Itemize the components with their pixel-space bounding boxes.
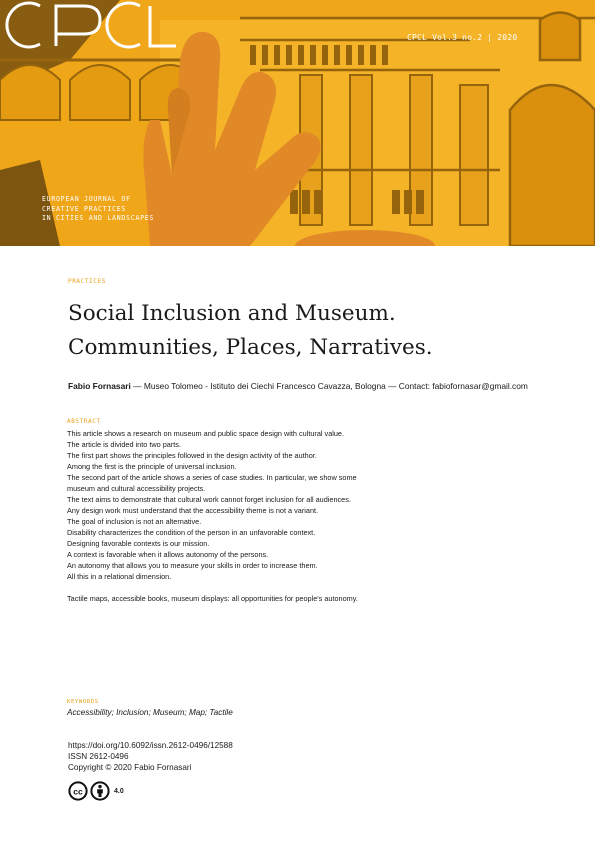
cc-icon	[68, 781, 88, 801]
title-line: Social Inclusion and Museum.	[68, 301, 396, 326]
paragraph-gap	[67, 582, 447, 593]
author-line	[68, 381, 528, 391]
journal-name	[42, 195, 154, 224]
title-line: Communities, Places, Narratives.	[68, 335, 433, 360]
abstract-line: Designing favorable contexts is our mission.	[67, 539, 210, 548]
cc-license-badge[interactable]	[68, 781, 124, 801]
keywords: Accessibility; Inclusion; Museum; Map; Tactile	[67, 708, 233, 717]
abstract-line: The article is divided into two parts.	[67, 440, 181, 449]
abstract-line: A context is favorable when it allows autonomy of the persons.	[67, 550, 269, 559]
copyright: Copyright © 2020 Fabio Fornasari	[68, 763, 192, 773]
abstract-line: This article shows a research on museum and public space design with cultural value.	[67, 429, 345, 438]
keywords-label: KEYWORDS	[67, 699, 99, 705]
abstract-line: All this in a relational dimension.	[67, 572, 172, 581]
abstract-line: The first part shows the principles followed in the design activity of the author.	[67, 451, 317, 460]
abstract-line: An autonomy that allows you to measure your skills in order to increase them.	[67, 561, 318, 570]
abstract-closing: Tactile maps, accessible books, museum displays: all opportunities for people's autonomy.	[67, 594, 358, 603]
journal-name-line: CREATIVE PRACTICES	[42, 204, 127, 213]
abstract-line: The text aims to demonstrate that cultural work cannot forget inclusion for all audiences.	[67, 495, 351, 504]
cpcl-logo	[0, 0, 180, 50]
article-title	[68, 297, 548, 365]
abstract-line: The goal of inclusion is not an alternative.	[67, 517, 202, 526]
author-name: Fabio Fornasari	[68, 381, 131, 391]
abstract	[67, 428, 447, 604]
journal-name-line: IN CITIES AND LANDSCAPES	[42, 214, 155, 223]
abstract-line: Among the first is the principle of universal inclusion.	[67, 462, 237, 471]
journal-reference: CPCL Vol.3 no.2 | 2020	[407, 33, 518, 42]
abstract-line: museum and cultural accessibility projects.	[67, 484, 206, 493]
issn: ISSN 2612-0496	[68, 752, 129, 762]
abstract-line: Disability characterizes the condition of the person in an unfavorable context.	[67, 528, 316, 537]
section-label: PRACTICES	[68, 278, 106, 285]
abstract-label: ABSTRACT	[67, 418, 101, 425]
doi-link[interactable]: https://doi.org/10.6092/issn.2612-0496/12588	[68, 741, 233, 750]
author-affiliation: — Museo Tolomeo - Istituto dei Ciechi Francesco Cavazza, Bologna — Contact: fabiofornasar@gmail.com	[130, 381, 528, 391]
journal-name-line: EUROPEAN JOURNAL OF	[42, 195, 131, 203]
abstract-line: Any design work must understand that the accessibility theme is not a variant.	[67, 506, 319, 515]
article-meta	[68, 740, 233, 774]
license-version: 4.0	[114, 787, 124, 795]
by-person-icon	[90, 781, 110, 801]
cover-banner	[0, 0, 595, 246]
abstract-line: The second part of the article shows a series of case studies. In particular, we show some	[67, 473, 357, 482]
svg-text:cc: cc	[73, 786, 83, 797]
